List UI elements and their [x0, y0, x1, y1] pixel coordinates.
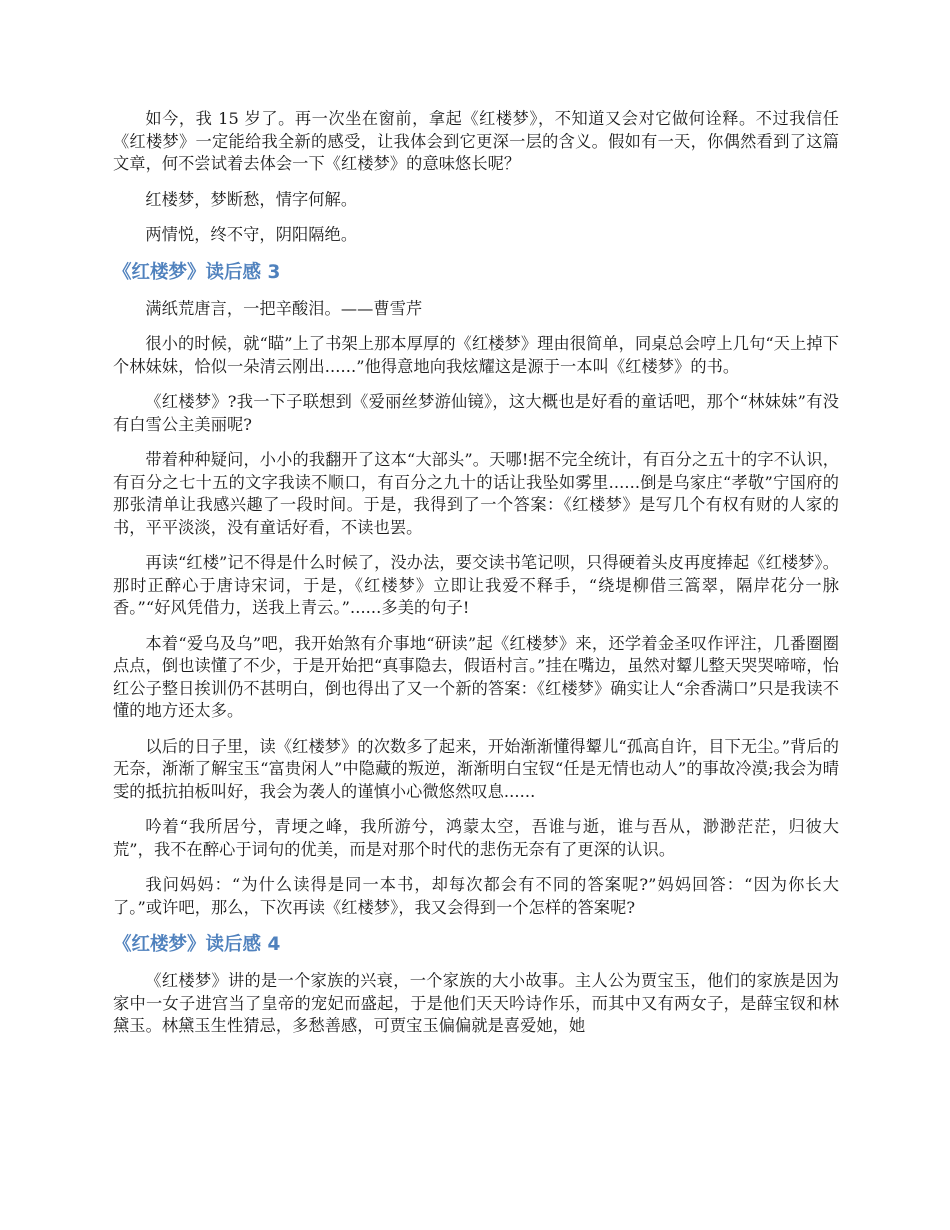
document-page [113, 108, 839, 1051]
paragraph: 很小的时候，就“瞄”上了书架上那本厚厚的《红楼梦》理由很简单，同桌总会哼上几句“天上掉下个林妹妹，恰似一朵清云刚出......”他得意地向我炫耀这是源于一本叫《红楼梦》的书。 [113, 334, 839, 376]
section-heading-4: 《红楼梦》读后感 4 [113, 934, 281, 955]
paragraph: 带着种种疑问，小小的我翻开了这本“大部头”。天哪!据不完全统计，有百分之五十的字不认识，有百分之七十五的文字我读不顺口，有百分之九十的话让我坠如雾里......倒是乌家庄“孝敬”宁国府的那张清单让我感兴趣了一段时间。于是，我得到了一个答案：《红楼梦》是写几个有权有财的人家的书，平平淡淡，没有童话好看，不读也罢。 [113, 450, 839, 537]
epigraph: 满纸荒唐言，一把辛酸泪。——曹雪芹 [145, 298, 423, 318]
section-heading-3: 《红楼梦》读后感 3 [113, 261, 281, 283]
paragraph: 再读“红楼”记不得是什么时候了，没办法，要交读书笔记呗，只得硬着头皮再度捧起《红楼梦》。那时正醉心于唐诗宋词，于是，《红楼梦》立即让我爱不释手，“绕堤柳借三篙翠，隔岸花分一脉香。”“好风凭借力，送我上青云。”......多美的句子! [113, 553, 839, 617]
paragraph: 以后的日子里，读《红楼梦》的次数多了起来，开始渐渐懂得颦儿“孤高自许，目下无尘。”背后的无奈，渐渐了解宝玉“富贵闲人”中隐藏的叛逆，渐渐明白宝钗“任是无情也动人”的事故冷漠;我会为晴雯的抵抗拍板叫好，我会为袭人的谨慎小心微悠然叹息...... [113, 736, 839, 801]
paragraph: 吟着“我所居兮，青埂之峰，我所游兮，鸿蒙太空，吾谁与逝，谁与吾从，渺渺茫茫，归彼大荒”，我不在醉心于词句的优美，而是对那个时代的悲伤无奈有了更深的认识。 [113, 817, 839, 859]
paragraph: 本着“爱乌及乌”吧，我开始煞有介事地“研读”起《红楼梦》来，还学着金圣叹作评注，几番圈圈点点，倒也读懂了不少，于是开始把“真事隐去，假语村言。”挂在嘴边，虽然对颦儿整天哭哭啼啼，怡红公子整日挨训仍不甚明白，倒也得出了又一个新的答案：《红楼梦》确实让人“余香满口”只是我读不懂的地方还太多。 [113, 633, 839, 720]
paragraph: 我问妈妈：“为什么读得是同一本书，却每次都会有不同的答案呢?”妈妈回答：“因为你长大了。”或许吧，那么，下次再读《红楼梦》，我又会得到一个怎样的答案呢? [113, 875, 839, 917]
poem-line: 两情悦，终不守，阴阳隔绝。 [145, 225, 358, 244]
paragraph: 《红楼梦》讲的是一个家族的兴衰，一个家族的大小故事。主人公为贾宝玉，他们的家族是因为家中一女子进宫当了皇帝的宠妃而盛起，于是他们天天吟诗作乐，而其中又有两女子，是薛宝钗和林黛玉。林黛玉生性猜忌，多愁善感，可贾宝玉偏偏就是喜爱她，她 [113, 971, 839, 1035]
paragraph: 如今，我 15 岁了。再一次坐在窗前，拿起《红楼梦》，不知道又会对它做何诠释。不过我信任《红楼梦》一定能给我全新的感受，让我体会到它更深一层的含义。假如有一天，你偶然看到了这篇文章，何不尝试着去体会一下《红楼梦》的意味悠长呢？ [113, 109, 839, 173]
poem-line: 红楼梦，梦断愁，情字何解。 [145, 189, 358, 209]
paragraph: 《红楼梦》?我一下子联想到《爱丽丝梦游仙镜》，这大概也是好看的童话吧，那个“林妹妹”有没有白雪公主美丽呢? [113, 392, 839, 434]
